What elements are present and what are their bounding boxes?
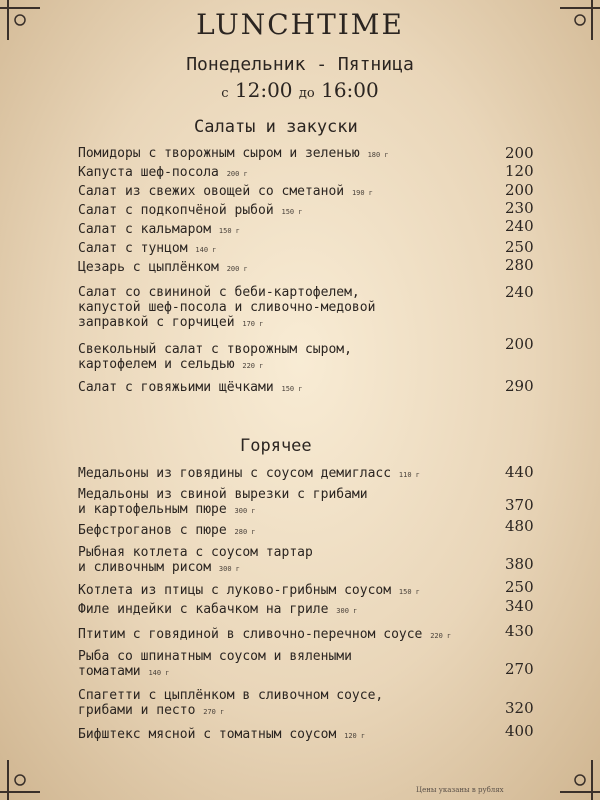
corner-ornament-bottom-right: [540, 740, 600, 800]
item-price: 240: [505, 283, 534, 301]
item-weight: 220 г: [242, 362, 264, 370]
item-name: Медальоны из говядины с соусом демигласс: [78, 466, 392, 481]
item-weight: 150 г: [398, 588, 420, 596]
item-price: 320: [505, 699, 534, 717]
item-weight: 140 г: [195, 246, 217, 254]
item-weight: 270 г: [203, 708, 225, 716]
item-price: 380: [505, 555, 534, 573]
item-name: Филе индейки с кабачком на гриле: [78, 602, 329, 617]
item-name: Птитим с говядиной в сливочно-перечном соусе: [78, 627, 423, 642]
item-price: 280: [505, 256, 534, 274]
item-weight: 120 г: [344, 732, 366, 740]
item-name: Свекольный салат с творожным сыром, картофелем и сельдью: [78, 342, 352, 372]
corner-ornament-bottom-left: [0, 740, 60, 800]
item-weight: 150 г: [281, 208, 303, 216]
item-price: 340: [505, 597, 534, 615]
menu-item: [78, 688, 478, 720]
item-name: Медальоны из свиной вырезки с грибами и картофельным пюре: [78, 487, 368, 517]
item-price: 400: [505, 722, 534, 740]
item-price: 370: [505, 496, 534, 514]
menu-item: [78, 342, 478, 374]
menu-item: [78, 222, 478, 239]
item-price: 480: [505, 517, 534, 535]
menu-item: [78, 649, 478, 681]
item-price: 200: [505, 144, 534, 162]
item-name: Цезарь с цыплёнком: [78, 260, 219, 275]
item-weight: 200 г: [226, 265, 248, 273]
menu-days: Понедельник - Пятница: [186, 54, 414, 75]
item-weight: 300 г: [336, 607, 358, 615]
menu-item: [78, 241, 478, 258]
item-name: Салат с подкопчёной рыбой: [78, 203, 274, 218]
item-name: Помидоры с творожным сыром и зеленью: [78, 146, 360, 161]
hours-to: 16:00: [321, 78, 379, 102]
menu-item: [78, 727, 478, 744]
item-weight: 190 г: [351, 189, 374, 197]
item-name: Салат со свининой с беби-картофелем, капустой шеф-посола и сливочно-медовой заправкой с горчицей: [78, 285, 376, 330]
item-price: 200: [505, 181, 534, 199]
item-weight: 300 г: [218, 565, 240, 573]
item-name: Капуста шеф-посола: [78, 165, 219, 180]
item-price: 200: [505, 335, 534, 353]
item-name: Салат из свежих овощей со сметаной: [78, 184, 345, 199]
item-weight: 180 г: [367, 151, 389, 159]
menu-item: [78, 146, 478, 163]
menu-item: [78, 583, 478, 600]
item-weight: 150 г: [218, 227, 240, 235]
section-title-salads: Салаты и закуски: [194, 117, 358, 137]
menu-item: [78, 487, 478, 519]
menu-item: [78, 602, 478, 619]
item-price: 120: [505, 162, 534, 180]
section-title-hot: Горячее: [240, 436, 312, 456]
item-price: 250: [505, 578, 534, 596]
menu-item: [78, 285, 478, 332]
price-footnote: Цены указаны в рублях: [416, 786, 504, 794]
item-name: Бифштекс мясной с томатным соусом: [78, 727, 337, 742]
item-name: Салат с тунцом: [78, 241, 188, 256]
item-weight: 200 г: [226, 170, 248, 178]
item-name: Бефстроганов с пюре: [78, 523, 227, 538]
item-price: 240: [505, 217, 534, 235]
item-name: Салат с кальмаром: [78, 222, 212, 237]
item-weight: 140 г: [148, 669, 170, 677]
menu-item: [78, 203, 478, 220]
item-weight: 220 г: [430, 632, 452, 640]
menu-item: [78, 380, 478, 397]
item-name: Спагетти с цыплёнком в сливочном соусе, грибами и песто: [78, 688, 384, 718]
item-price: 290: [505, 377, 534, 395]
menu-hours: [0, 78, 600, 102]
menu-item: [78, 627, 478, 644]
menu-item: [78, 260, 478, 277]
menu-item: [78, 184, 478, 201]
hours-prefix: с: [221, 86, 229, 101]
hours-from: 12:00: [234, 78, 293, 102]
item-weight: 280 г: [234, 528, 256, 536]
hours-middle: до: [298, 86, 315, 101]
item-weight: 170 г: [242, 320, 264, 328]
item-price: 250: [505, 238, 534, 256]
item-price: 440: [505, 463, 534, 481]
menu-item: [78, 523, 478, 540]
item-weight: 110 г: [398, 471, 420, 479]
item-name: Салат с говяжьими щёчками: [78, 380, 274, 395]
item-name: Котлета из птицы с луково-грибным соусом: [78, 583, 392, 598]
item-price: 230: [505, 199, 534, 217]
item-price: 430: [505, 622, 534, 640]
menu-item: [78, 545, 478, 577]
menu-title: LUNCHTIME: [196, 8, 404, 41]
item-price: 270: [505, 660, 534, 678]
item-weight: 300 г: [234, 507, 256, 515]
item-weight: 150 г: [281, 385, 303, 393]
item-name: Рыбная котлета с соусом тартар и сливочным рисом: [78, 545, 313, 575]
menu-item: [78, 466, 478, 483]
item-name: Рыба со шпинатным соусом и вялеными томатами: [78, 649, 352, 679]
menu-item: [78, 165, 478, 182]
